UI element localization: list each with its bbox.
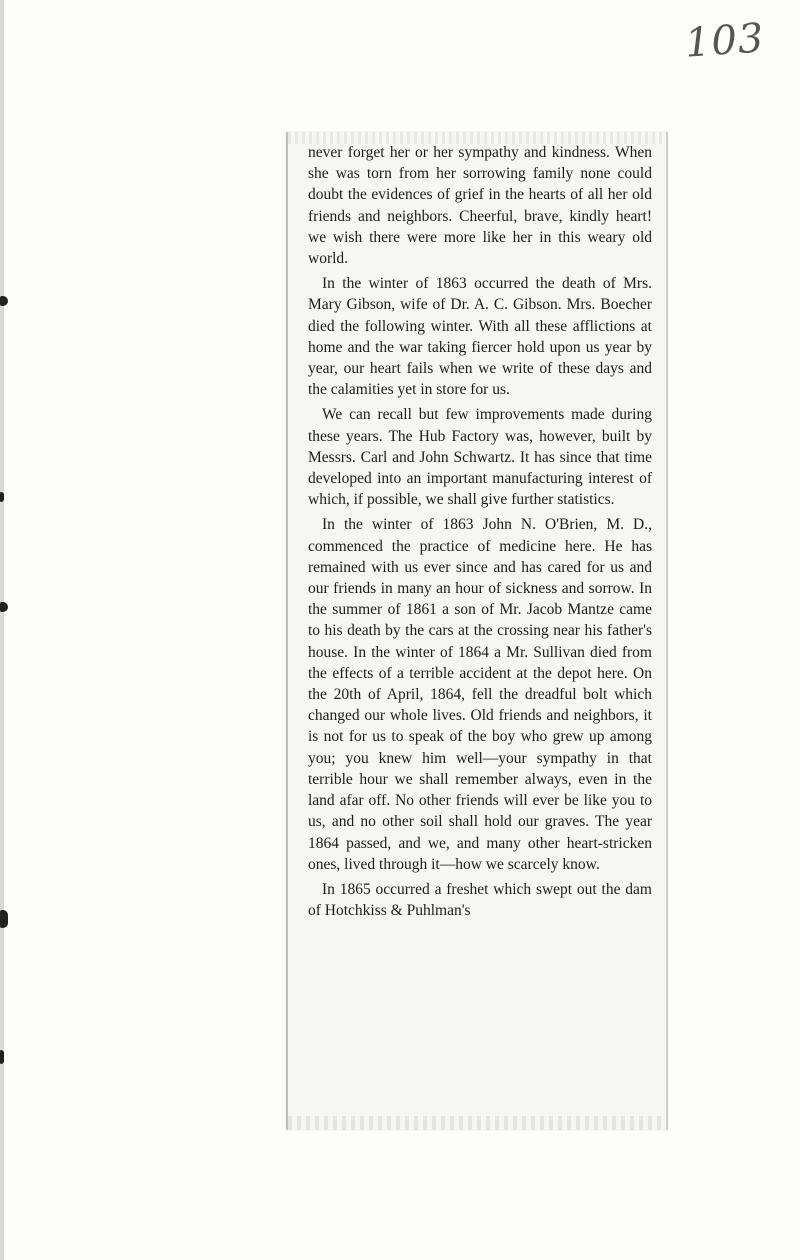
article-paragraph: We can recall but few improvements made during these years. The Hub Factory was, however, built by Messrs. Carl and John Schwartz. It has since that time developed into an important manufacturing interest of which, if possible, we shall give further statistics. bbox=[308, 406, 652, 509]
article-column bbox=[308, 142, 652, 925]
article-paragraph: In the winter of 1863 John N. O'Brien, M. D., commenced the practice of medicine here. He has remained with us ever since and has cared for us and our friends in many an hour of sickness and sorrow. In the summer of 1861 a son of Mr. Jacob Mantze came to his death by the cars at the crossing near his father's house. In the winter of 1864 a Mr. Sullivan died from the effects of a terrible accident at the depot here. On the 20th of April, 1864, fell the dreadful bolt which changed our whole lives. Old friends and neighbors, it is not for us to speak of the boy who grew up among you; you knew him well—your sympathy in that terrible hour we shall remember always, even in the land afar off. No other friends will ever be like you to us, and no other soil shall hold our graves. The year 1864 passed, and we, and many other heart-stricken ones, lived through it—how we scarcely know. bbox=[308, 516, 652, 873]
handwritten-page-number: 103 bbox=[683, 15, 766, 67]
newspaper-clipping bbox=[286, 132, 668, 1130]
binder-hole-mark bbox=[0, 602, 8, 612]
article-paragraph: In the winter of 1863 occurred the death of Mrs. Mary Gibson, wife of Dr. A. C. Gibson. Mrs. Boecher died the following winter. With all these afflictions at home and the war taking fiercer hold upon us year by year, our heart fails when we write of these days and the calamities yet in store for us. bbox=[308, 275, 652, 399]
page-left-edge bbox=[0, 0, 4, 1260]
binder-hole-mark bbox=[0, 1050, 4, 1064]
binder-hole-mark bbox=[0, 296, 8, 306]
article-paragraph: never forget her or her sympathy and kindness. When she was torn from her sorrowing family none could doubt the evidences of grief in the hearts of all her old friends and neighbors. Cheerful, brave, kindly heart! we wish there were more like her in this weary old world. bbox=[308, 144, 652, 268]
binder-hole-mark bbox=[0, 910, 8, 928]
binder-hole-mark bbox=[0, 492, 4, 502]
clipping-torn-bottom-edge bbox=[288, 1116, 666, 1130]
article-paragraph: In 1865 occurred a freshet which swept out the dam of Hotchkiss & Puhlman's bbox=[308, 880, 652, 920]
